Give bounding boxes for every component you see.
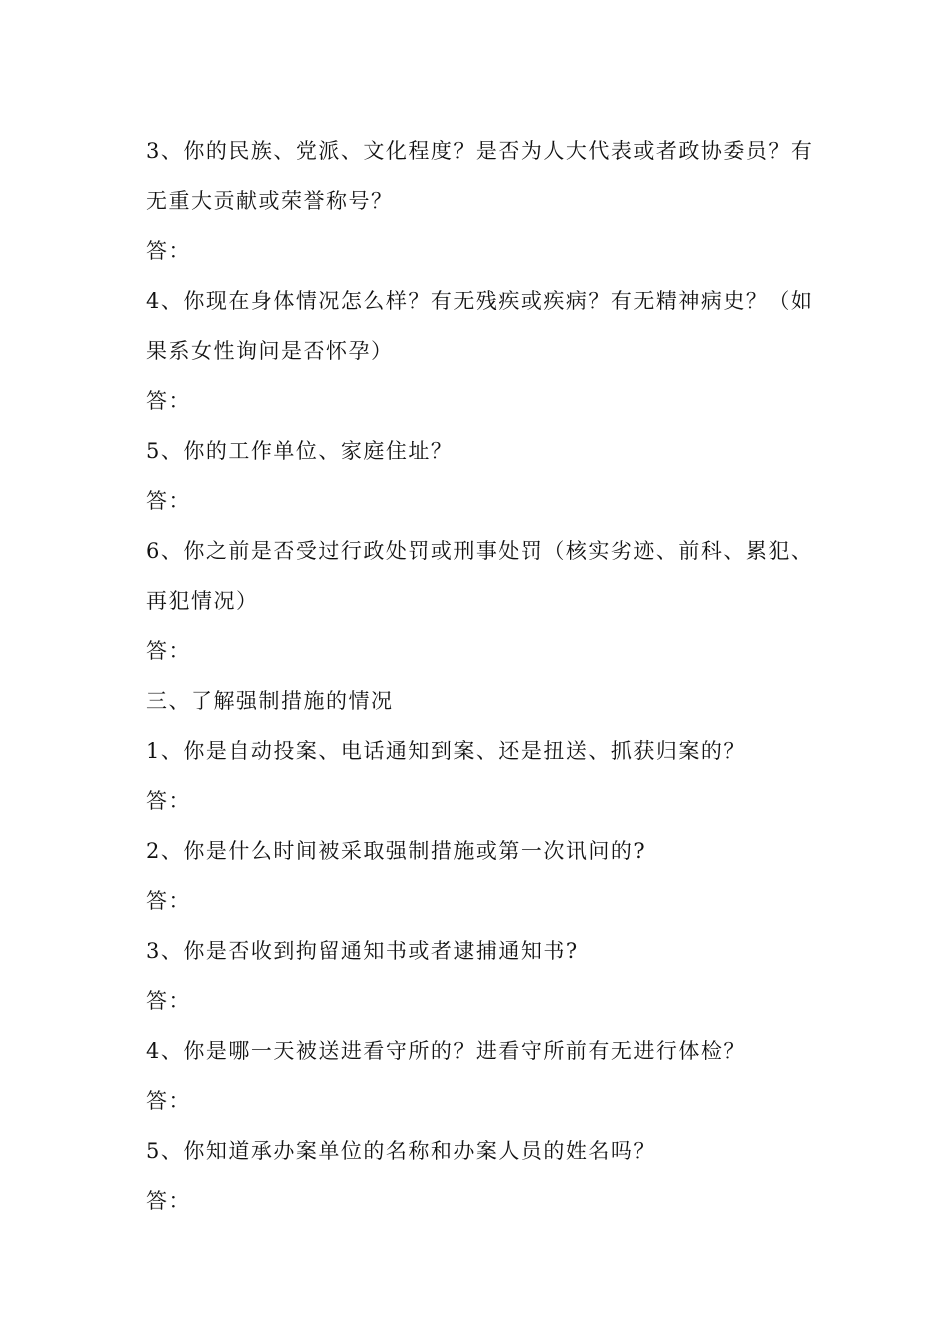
section3-question-1: 1、你是自动投案、电话通知到案、还是扭送、抓获归案的？ — [146, 739, 746, 763]
answer-label: 答： — [146, 989, 191, 1013]
answer-label: 答： — [146, 789, 191, 813]
answer-label: 答： — [146, 889, 191, 913]
document-body — [146, 126, 814, 1226]
section-heading: 三、了解强制措施的情况 — [146, 689, 394, 713]
answer-label: 答： — [146, 1089, 191, 1113]
section3-question-2: 2、你是什么时间被采取强制措施或第一次讯问的? — [146, 839, 647, 863]
question-3-line-2: 无重大贡献或荣誉称号？ — [146, 189, 394, 213]
answer-label: 答： — [146, 389, 191, 413]
answer-label: 答： — [146, 489, 191, 513]
answer-label: 答： — [146, 1189, 191, 1213]
section3-question-3: 3、你是否收到拘留通知书或者逮捕通知书? — [146, 939, 579, 963]
question-5: 5、你的工作单位、家庭住址？ — [146, 439, 454, 463]
question-4-line-2: 果系女性询问是否怀孕） — [146, 339, 394, 363]
section3-question-5: 5、你知道承办案单位的名称和办案人员的姓名吗？ — [146, 1139, 656, 1163]
question-6-line-2: 再犯情况） — [146, 589, 259, 613]
section3-question-4: 4、你是哪一天被送进看守所的？进看守所前有无进行体检？ — [146, 1039, 746, 1063]
question-6-line-1: 6、你之前是否受过行政处罚或刑事处罚（核实劣迹、前科、累犯、 — [146, 539, 814, 563]
question-3-line-1: 3、你的民族、党派、文化程度？是否为人大代表或者政协委员？有 — [146, 139, 814, 163]
answer-label: 答： — [146, 239, 191, 263]
answer-label: 答： — [146, 639, 191, 663]
question-4-line-1: 4、你现在身体情况怎么样？有无残疾或疾病？有无精神病史？（如 — [146, 289, 814, 313]
